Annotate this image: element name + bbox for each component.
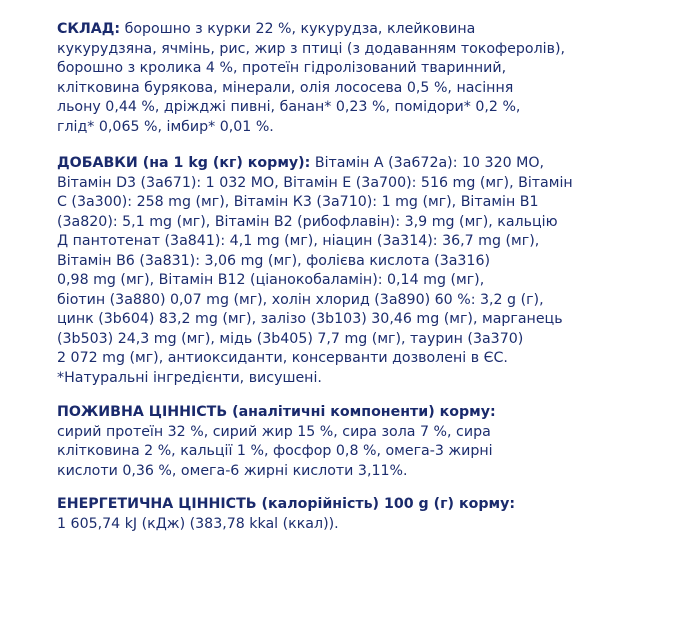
composition-text: борошно з курки 22 %, кукурудза, клейковина bbox=[120, 21, 476, 37]
composition-heading: СКЛАД: bbox=[57, 21, 121, 37]
composition-line-4: клітковина бурякова, мінерали, олія лососева 0,5 %, насіння bbox=[57, 79, 514, 96]
additives-line-1 bbox=[57, 154, 672, 174]
composition-line-3: борошно з кролика 4 %, протеїн гідролізований тваринний, bbox=[57, 60, 507, 76]
nutrition-line-2: клітковина 2 %, кальції 1 %, фосфор 0,8 %, омега-3 жирні bbox=[57, 443, 493, 459]
additives-line-9: цинк (3b604) 83,2 mg (мг), залізо (3b103) 30,46 mg (мг), марганець bbox=[57, 311, 563, 327]
composition-line-1 bbox=[57, 20, 672, 40]
additives-line-10: (3b503) 24,3 mg (мг), мідь (3b405) 7,7 mg (мг), таурин (3a370) bbox=[57, 330, 524, 347]
nutrition-line-1: сирий протеїн 32 %, сирий жир 15 %, сира зола 7 %, сира bbox=[57, 423, 491, 440]
additives-text: Вітамін А (3a672a): 10 320 МО, bbox=[310, 155, 545, 171]
nutrition-section bbox=[57, 403, 672, 481]
composition-line-6: глід* 0,065 %, імбир* 0,01 %. bbox=[57, 118, 274, 135]
additives-footnote: *Натуральні інгредієнти, висушені. bbox=[57, 369, 322, 386]
composition-line-2: кукурудзяна, ячмінь, рис, жир з птиці (з додаванням токоферолів), bbox=[57, 40, 566, 57]
additives-section bbox=[57, 154, 672, 388]
additives-heading: ДОБАВКИ (на 1 kg (кг) корму): bbox=[57, 155, 311, 171]
additives-line-5: Д пантотенат (3a841): 4,1 mg (мг), ніацин (3a314): 36,7 mg (мг), bbox=[57, 233, 540, 249]
energy-heading: ЕНЕРГЕТИЧНА ЦІННІСТЬ (калорійність) 100 g (г) корму: bbox=[57, 496, 516, 512]
nutrition-line-3: кислоти 0,36 %, омега-6 жирні кислоти 3,11%. bbox=[57, 462, 408, 479]
additives-line-8: біотин (3a880) 0,07 mg (мг), холін хлорид (3a890) 60 %: 3,2 g (г), bbox=[57, 291, 544, 308]
product-label-document bbox=[57, 20, 672, 547]
additives-line-11: 2 072 mg (мг), антиоксиданти, консерванти дозволені в ЄС. bbox=[57, 350, 508, 366]
additives-line-7: 0,98 mg (мг), Вітамін В12 (ціанокобаламін): 0,14 mg (мг), bbox=[57, 272, 485, 288]
energy-line-1: 1 605,74 kJ (кДж) (383,78 kkal (ккал)). bbox=[57, 515, 339, 532]
additives-line-2: Вітамін D3 (3a671): 1 032 МО, Вітамін Е (3a700): 516 mg (мг), Вітамін bbox=[57, 174, 573, 191]
additives-line-4: (3a820): 5,1 mg (мг), Вітамін В2 (рибофлавін): 3,9 mg (мг), кальцію bbox=[57, 213, 558, 230]
additives-line-6: Вітамін В6 (3a831): 3,06 mg (мг), фолієва кислота (3a316) bbox=[57, 252, 491, 269]
additives-line-3: С (3a300): 258 mg (мг), Вітамін К3 (3a710): 1 mg (мг), Вітамін В1 bbox=[57, 194, 539, 210]
composition-section bbox=[57, 20, 672, 137]
composition-line-5: льону 0,44 %, дріжджі пивні, банан* 0,23 %, помідори* 0,2 %, bbox=[57, 99, 521, 115]
energy-section bbox=[57, 495, 672, 534]
nutrition-heading: ПОЖИВНА ЦІННІСТЬ (аналітичні компоненти) корму: bbox=[57, 404, 496, 420]
